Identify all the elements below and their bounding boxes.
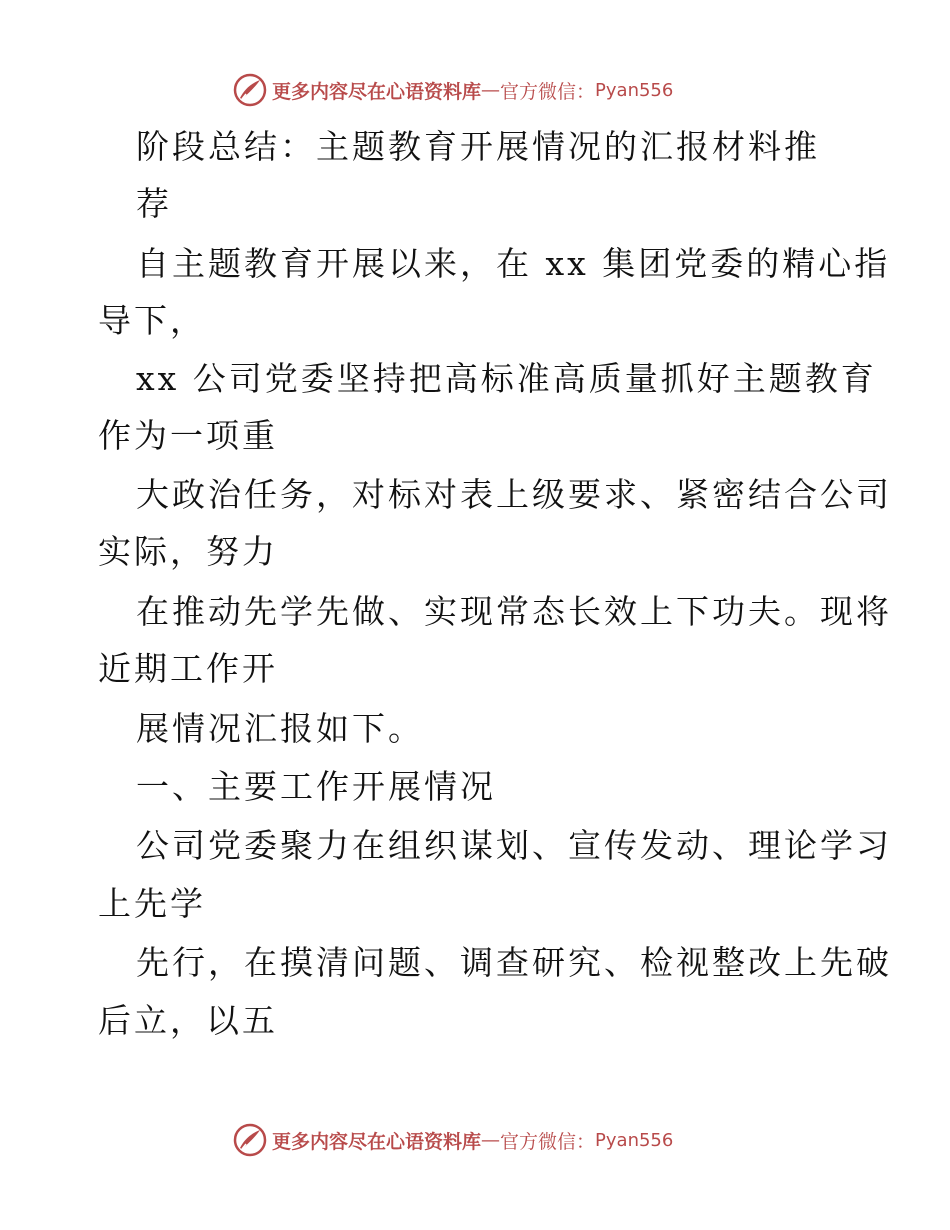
footer-separator: — xyxy=(481,1129,501,1151)
header-separator: — xyxy=(481,79,501,101)
doc-section-heading: 一、主要工作开展情况 xyxy=(136,767,496,806)
doc-text-line: 公司党委聚力在组织谋划、宣传发动、理论学习 xyxy=(136,826,892,865)
doc-text-line: 上先学 xyxy=(98,884,206,923)
doc-title-line-2: 荐 xyxy=(136,184,172,223)
doc-text-line: 展情况汇报如下。 xyxy=(136,709,424,748)
doc-text-line: 导下， xyxy=(98,301,206,340)
pen-logo-icon xyxy=(232,1122,268,1158)
header-brand-text: 更多内容尽在心语资料库 xyxy=(272,80,482,103)
doc-text-line: 实际，努力 xyxy=(98,532,278,571)
footer-wechat-id: Pyan556 xyxy=(595,1129,674,1151)
doc-text-line: 在推动先学先做、实现常态长效上下功夫。现将 xyxy=(136,592,892,631)
footer-watermark-banner xyxy=(232,1122,673,1158)
doc-text-line: 先行，在摸清问题、调查研究、检视整改上先破 xyxy=(136,943,892,982)
doc-text-line: 自主题教育开展以来，在 xx 集团党委的精心指 xyxy=(136,244,891,283)
doc-text-line: 大政治任务，对标对表上级要求、紧密结合公司 xyxy=(136,475,892,514)
doc-text-line: xx 公司党委坚持把高标准高质量抓好主题教育 xyxy=(136,359,877,398)
doc-text-line: 后立，以五 xyxy=(98,1001,278,1040)
footer-brand-text: 更多内容尽在心语资料库 xyxy=(272,1130,482,1153)
header-wechat-label: 官方微信： xyxy=(500,80,596,103)
footer-wechat-label: 官方微信： xyxy=(500,1130,596,1153)
doc-text-line: 作为一项重 xyxy=(98,416,278,455)
header-watermark-banner xyxy=(232,72,673,108)
doc-title-line-1: 阶段总结：主题教育开展情况的汇报材料推 xyxy=(136,127,820,166)
pen-logo-icon xyxy=(232,72,268,108)
doc-text-line: 近期工作开 xyxy=(98,649,278,688)
header-wechat-id: Pyan556 xyxy=(595,79,674,101)
